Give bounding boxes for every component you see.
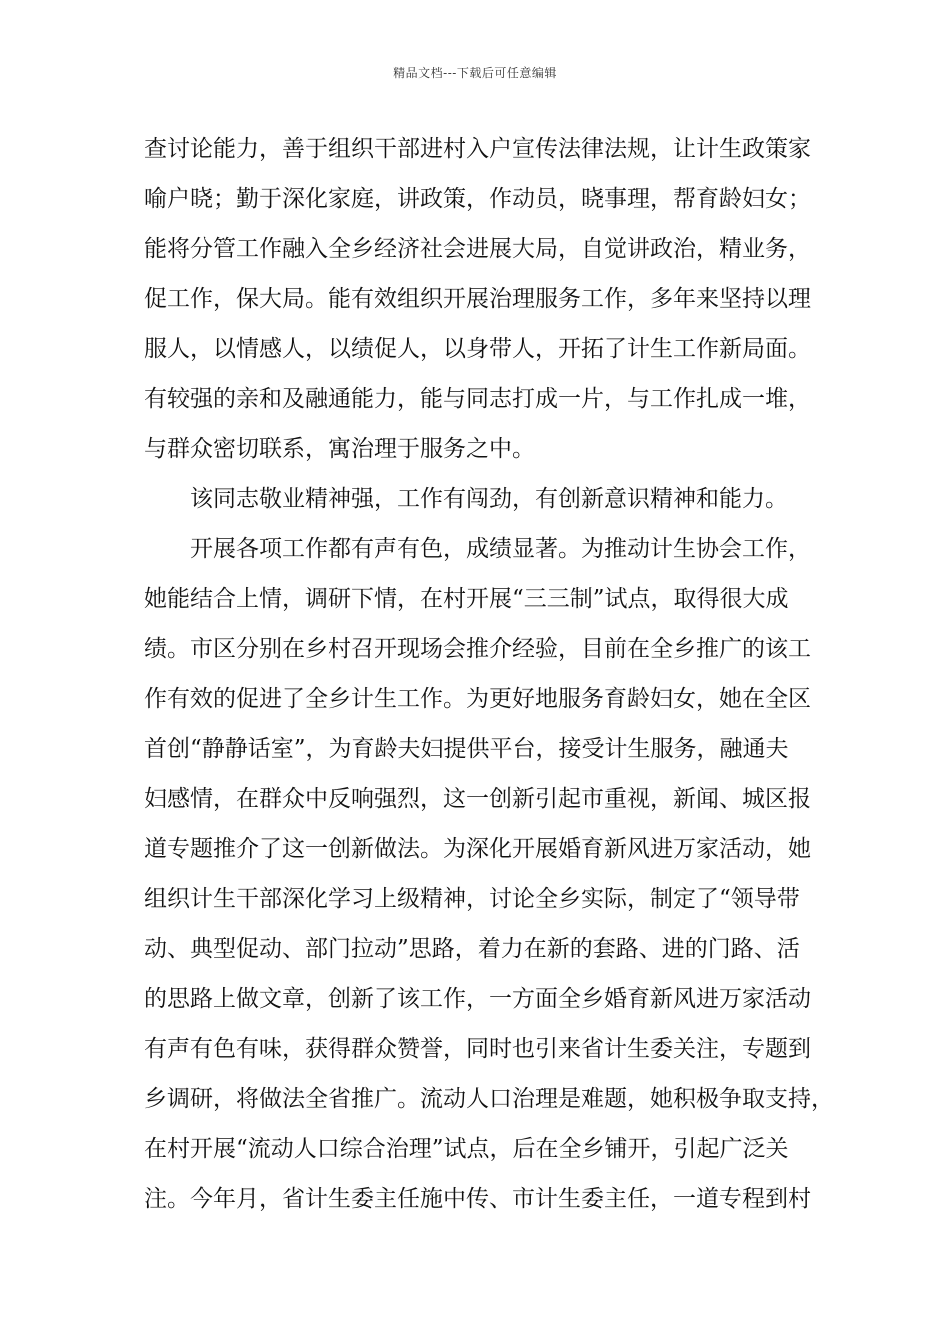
text-line: 绩。市区分别在乡村召开现场会推介经验，目前在全乡推广的该工 <box>144 636 811 662</box>
text-line: 有较强的亲和及融通能力，能与同志打成一片，与工作扎成一堆， <box>144 386 811 412</box>
page-header: 精品文档---下载后可任意编辑 <box>393 66 557 80</box>
text-line: 喻户晓；勤于深化家庭，讲政策，作动员，晓事理，帮育龄妇女； <box>144 186 811 212</box>
text-line: 乡调研，将做法全省推广。流动人口治理是难题，她积极争取支持， <box>144 1086 834 1112</box>
document-body <box>144 124 834 1224</box>
text-line: 查讨论能力，善于组织干部进村入户宣传法律法规，让计生政策家 <box>144 136 811 162</box>
text-line: 妇感情，在群众中反响强烈，这一创新引起市重视，新闻、城区报 <box>144 786 811 812</box>
text-line: 首创“静静话室”，为育龄夫妇提供平台，接受计生服务，融通夫 <box>144 736 789 762</box>
text-line: 该同志敬业精神强，工作有闯劲，有创新意识精神和能力。 <box>190 486 788 512</box>
text-line: 有声有色有味，获得群众赞誉，同时也引来省计生委关注，专题到 <box>144 1036 811 1062</box>
text-line: 道专题推介了这一创新做法。为深化开展婚育新风进万家活动，她 <box>144 836 811 862</box>
text-line: 与群众密切联系，寓治理于服务之中。 <box>144 436 535 462</box>
text-line: 作有效的促进了全乡计生工作。为更好地服务育龄妇女，她在全区 <box>144 686 811 712</box>
text-line: 组织计生干部深化学习上级精神，讨论全乡实际，制定了“领导带 <box>144 886 800 912</box>
text-line: 能将分管工作融入全乡经济社会进展大局，自觉讲政治，精业务， <box>144 236 811 262</box>
text-line: 在村开展“流动人口综合治理”试点，后在全乡铺开，引起广泛关 <box>144 1136 789 1162</box>
text-line: 开展各项工作都有声有色，成绩显著。为推动计生协会工作， <box>190 536 811 562</box>
text-line: 促工作，保大局。能有效组织开展治理服务工作，多年来坚持以理 <box>144 286 811 312</box>
text-line: 动、典型促动、部门拉动”思路，着力在新的套路、进的门路、活 <box>144 936 800 962</box>
text-line: 她能结合上情，调研下情，在村开展“三三制”试点，取得很大成 <box>144 586 789 612</box>
text-line: 注。今年月，省计生委主任施中传、市计生委主任，一道专程到村 <box>144 1186 811 1212</box>
text-line: 的思路上做文章，创新了该工作，一方面全乡婚育新风进万家活动 <box>144 986 811 1012</box>
text-line: 服人，以情感人，以绩促人，以身带人，开拓了计生工作新局面。 <box>144 336 811 362</box>
